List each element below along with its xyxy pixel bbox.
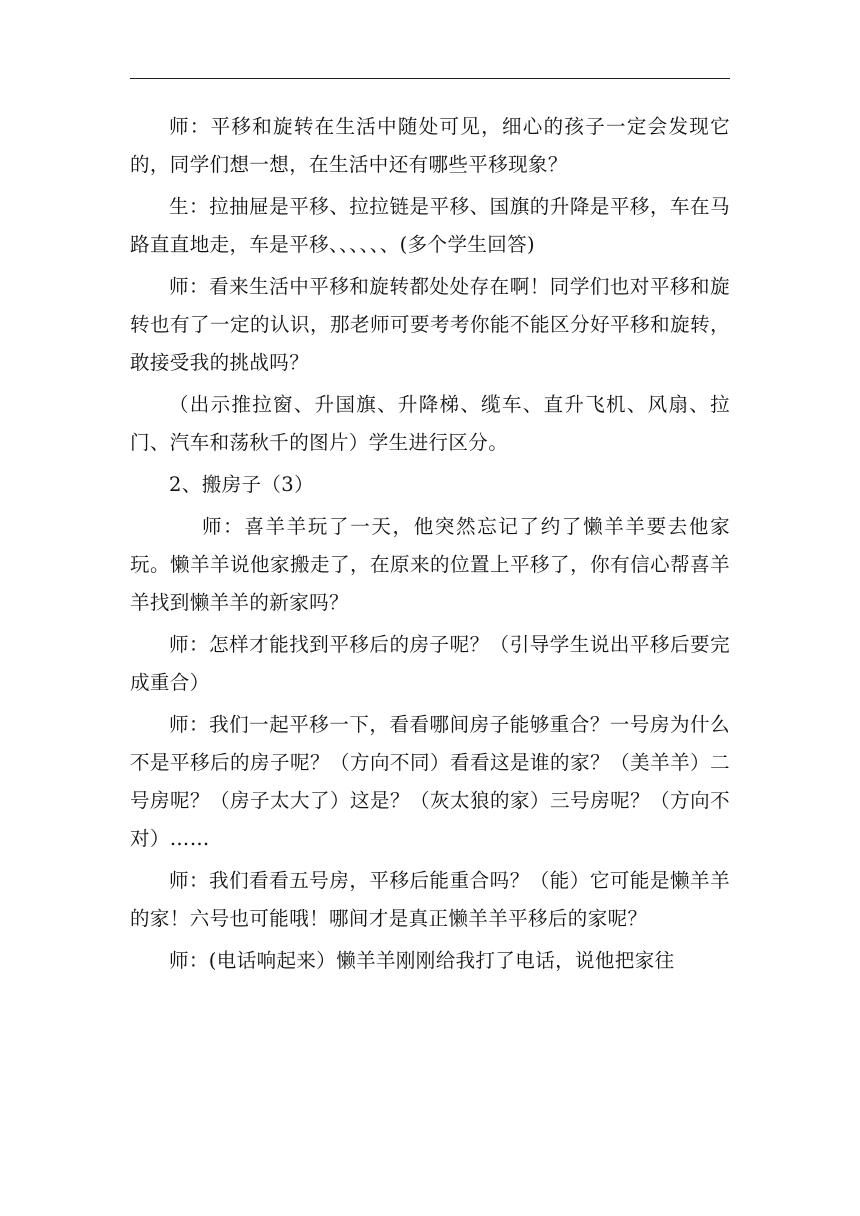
paragraph-2: 生：拉抽屉是平移、拉拉链是平移、国旗的升降是平移，车在马路直直地走，车是平移、、、、、、(多个学生回答) <box>130 195 730 256</box>
document-body <box>130 108 730 984</box>
paragraph-8: 师：我们看看五号房，平移后能重合吗？（能）它可能是懒羊羊的家！六号也可能哦！哪间才是真正懒羊羊平移后的家呢？ <box>130 869 730 930</box>
paragraph-5: 师：喜羊羊玩了一天，他突然忘记了约了懒羊羊要去他家玩。懒羊羊说他家搬走了，在原来的位置上平移了，你有信心帮喜羊羊找到懒羊羊的新家吗？ <box>130 515 730 614</box>
paragraph-1: 师：平移和旋转在生活中随处可见，细心的孩子一定会发现它的，同学们想一想，在生活中还有哪些平移现象？ <box>130 115 730 176</box>
section-heading: 2、搬房子（3） <box>169 473 315 496</box>
paragraph-3: 师：看来生活中平移和旋转都处处存在啊！同学们也对平移和旋转也有了一定的认识，那老师可要考考你能不能区分好平移和旋转，敢接受我的挑战吗？ <box>130 275 730 374</box>
paragraph-6: 师：怎样才能找到平移后的房子呢？（引导学生说出平移后要完成重合） <box>130 633 730 694</box>
paragraph-7: 师：我们一起平移一下，看看哪间房子能够重合？一号房为什么不是平移后的房子呢？（方向不同）看看这是谁的家？（美羊羊）二号房呢？（房子太大了）这是？（灰太狼的家）三号房呢？（方向不对）…… <box>130 713 730 850</box>
header-rule <box>130 78 730 79</box>
paragraph-9: 师：(电话响起来）懒羊羊刚刚给我打了电话，说他把家往 <box>169 949 675 972</box>
paragraph-4: （出示推拉窗、升国旗、升降梯、缆车、直升飞机、风扇、拉门、汽车和荡秋千的图片）学生进行区分。 <box>130 393 730 454</box>
